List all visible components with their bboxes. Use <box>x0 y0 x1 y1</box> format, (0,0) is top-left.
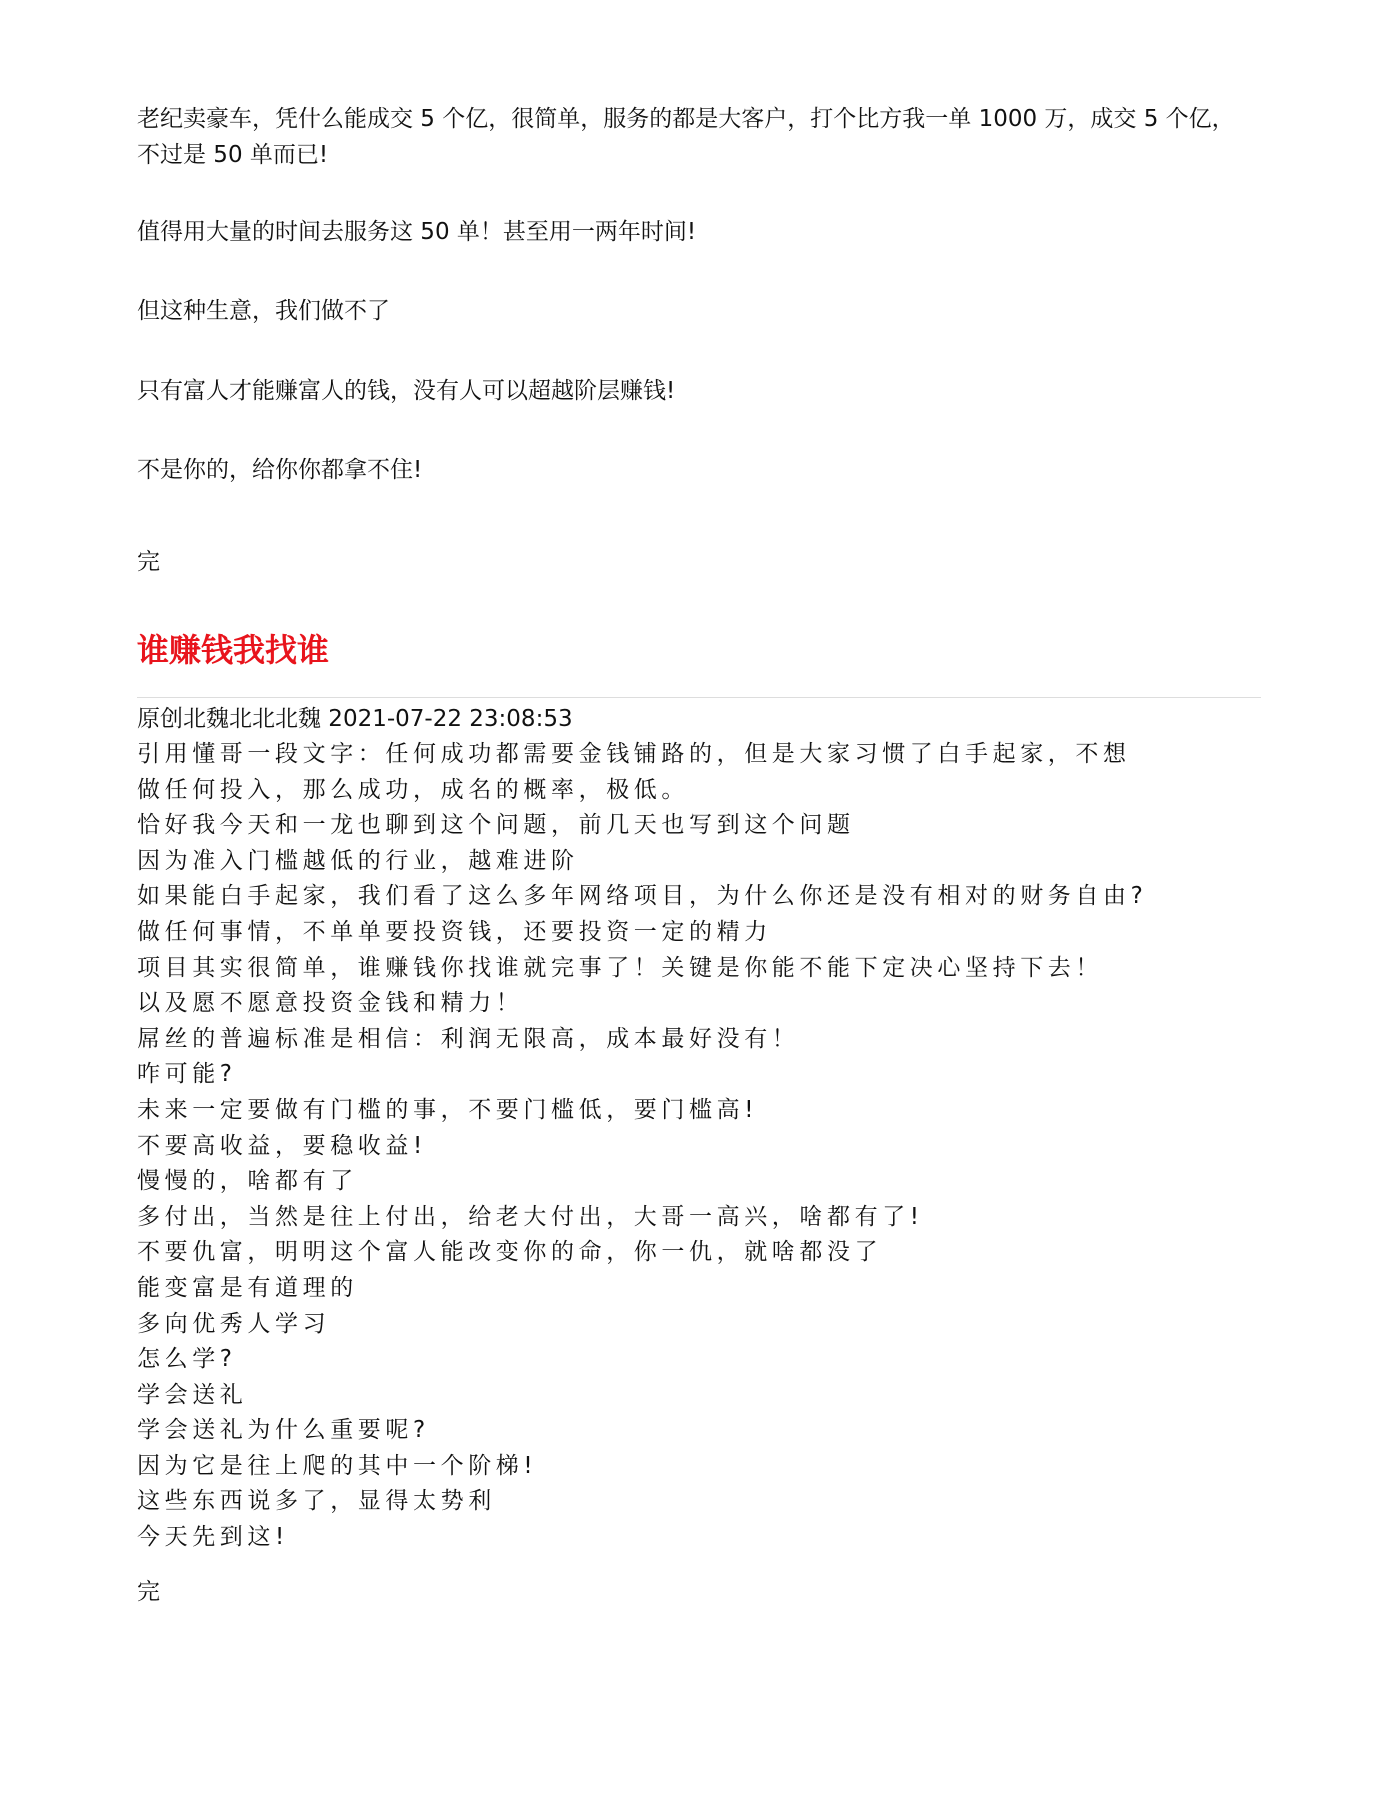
body-line: 不要仇富，明明这个富人能改变你的命，你一仇，就啥都没了 <box>137 1239 883 1266</box>
paragraph-worth-time: 值得用大量的时间去服务这 50 单！甚至用一两年时间! <box>137 219 697 245</box>
body-line: 慢慢的，啥都有了 <box>137 1168 358 1195</box>
body-line: 怎么学? <box>137 1346 237 1373</box>
title-divider <box>137 697 1261 698</box>
body-line: 今天先到这! <box>137 1524 289 1551</box>
paragraph-not-yours: 不是你的，给你你都拿不住! <box>137 457 423 483</box>
end-mark-article: 完 <box>137 1579 160 1605</box>
article-title: 谁赚钱我找谁 <box>137 631 330 669</box>
article-body <box>137 737 1261 1556</box>
body-line: 因为准入门槛越低的行业，越难进阶 <box>137 847 579 874</box>
body-line: 引用懂哥一段文字：任何成功都需要金钱铺路的，但是大家习惯了白手起家，不想 <box>137 741 1131 767</box>
body-line: 因为它是往上爬的其中一个阶梯! <box>137 1452 538 1479</box>
article-meta: 原创北魏北北北魏 2021-07-22 23:08:53 <box>137 706 573 732</box>
body-line: 以及愿不愿意投资金钱和精力！ <box>137 990 524 1017</box>
body-line: 恰好我今天和一龙也聊到这个问题，前几天也写到这个问题 <box>137 812 855 839</box>
paragraph-luxury-car: 老纪卖豪车，凭什么能成交 5 个亿，很简单，服务的都是大客户，打个比方我一单 1000 万，成交 5 个亿，不过是 50 单而已! <box>137 106 1235 168</box>
body-line: 多向优秀人学习 <box>137 1310 331 1337</box>
body-line: 学会送礼 <box>137 1381 248 1408</box>
body-line: 多付出，当然是往上付出，给老大付出，大哥一高兴，啥都有了! <box>137 1203 924 1230</box>
body-line: 如果能白手起家，我们看了这么多年网络项目，为什么你还是没有相对的财务自由? <box>137 883 1148 910</box>
body-line: 做任何投入，那么成功，成名的概率，极低。 <box>137 776 689 803</box>
body-line: 咋可能? <box>137 1061 237 1088</box>
body-line: 不要高收益，要稳收益! <box>137 1132 427 1159</box>
body-line: 项目其实很简单，谁赚钱你找谁就完事了！关键是你能不能下定决心坚持下去！ <box>137 954 1103 981</box>
body-line: 未来一定要做有门槛的事，不要门槛低，要门槛高! <box>137 1096 759 1123</box>
body-line: 能变富是有道理的 <box>137 1274 358 1301</box>
paragraph-rich-earn-rich: 只有富人才能赚富人的钱，没有人可以超越阶层赚钱! <box>137 378 676 404</box>
body-line: 学会送礼为什么重要呢? <box>137 1417 430 1444</box>
end-mark-part1: 完 <box>137 549 160 575</box>
body-line: 屌丝的普遍标准是相信：利润无限高，成本最好没有！ <box>137 1025 800 1052</box>
body-line: 做任何事情，不单单要投资钱，还要投资一定的精力 <box>137 918 772 945</box>
body-line: 这些东西说多了，显得太势利 <box>137 1488 496 1515</box>
paragraph-cannot-do: 但这种生意，我们做不了 <box>137 298 390 324</box>
